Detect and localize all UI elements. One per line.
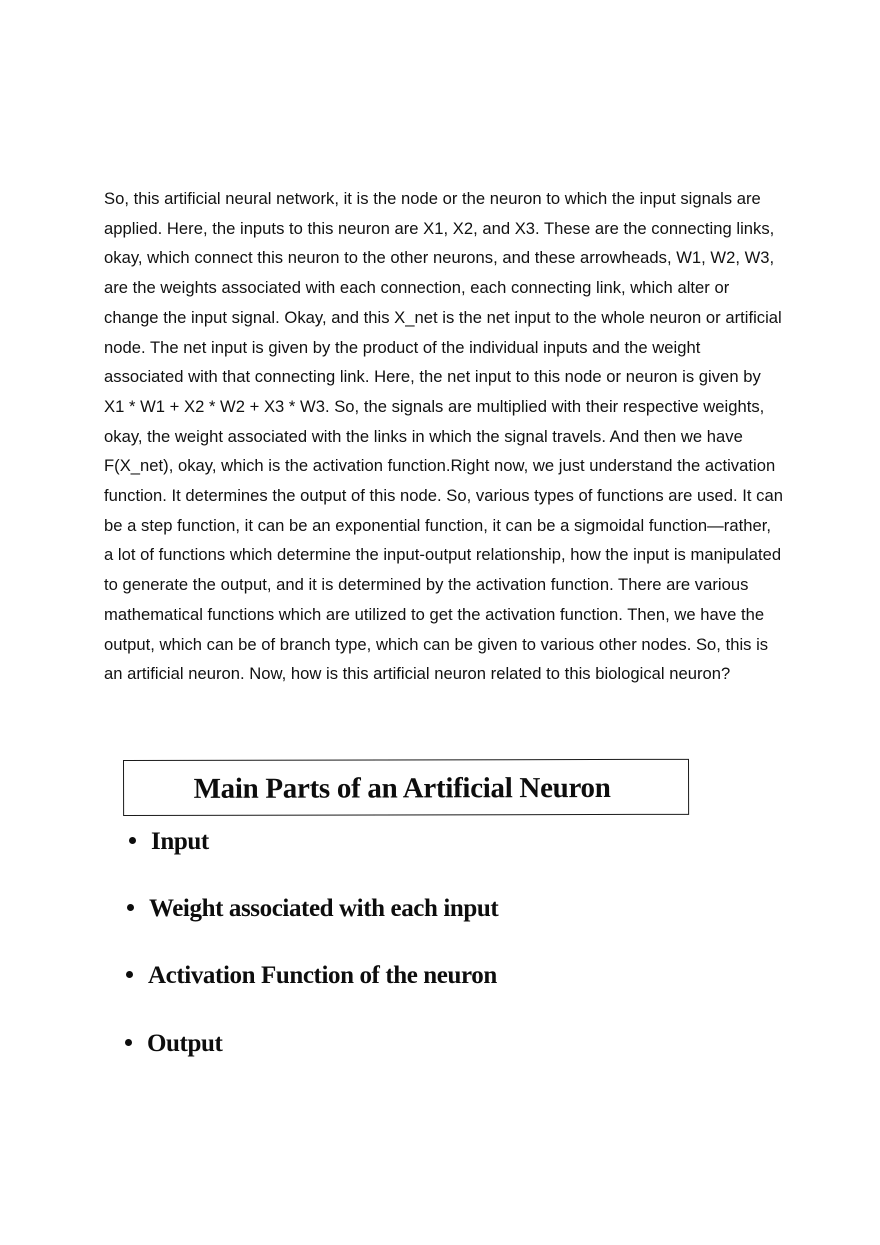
bullet-icon: [126, 971, 133, 978]
bullet-icon: [127, 904, 134, 911]
bullet-icon: [129, 837, 136, 844]
list-item: [126, 962, 497, 990]
body-paragraph: So, this artificial neural network, it is the node or the neuron to which the input signals are applied. Here, the inputs to this neuron are X1, X2, and X3. These are the connecting links, okay, which connect this neuron to the other neurons, and these arrowheads, W1, W2, W3, are the weights associated with each connection, each connecting link, which alter or change the input signal. Okay, and this X_net is the net input to the whole neuron or artificial node. The net input is given by the product of the individual inputs and the weight associated with that connecting link. Here, the net input to this node or neuron is given by X1 * W1 + X2 * W2 + X3 * W3. So, the signals are multiplied with their respective weights, okay, the weight associated with the links in which the signal travels. And then we have F(X_net), okay, which is the activation function.Right now, we just understand the activation function. It determines the output of this node. So, various types of functions are used. It can be a step function, it can be an exponential function, it can be a sigmoidal function—rather, a lot of functions which determine the input-output relationship, how the input is manipulated to generate the output, and it is determined by the activation function. There are various mathematical functions which are utilized to get the activation function. Then, we have the output, which can be of branch type, which can be given to various other nodes. So, this is an artificial neuron. Now, how is this artificial neuron related to this biological neuron?: [104, 189, 783, 684]
bullet-icon: [125, 1039, 132, 1046]
list-item: [129, 828, 209, 856]
list-item: [127, 895, 498, 923]
list-item-label: Input: [151, 828, 209, 855]
list-item-label: Activation Function of the neuron: [148, 962, 497, 989]
figure-title-box: [123, 759, 689, 816]
list-item: [125, 1030, 222, 1058]
list-item-label: Weight associated with each input: [149, 895, 499, 922]
list-item-label: Output: [147, 1030, 223, 1057]
figure-title: Main Parts of an Artificial Neuron: [193, 771, 611, 805]
parts-figure: [118, 754, 698, 1074]
